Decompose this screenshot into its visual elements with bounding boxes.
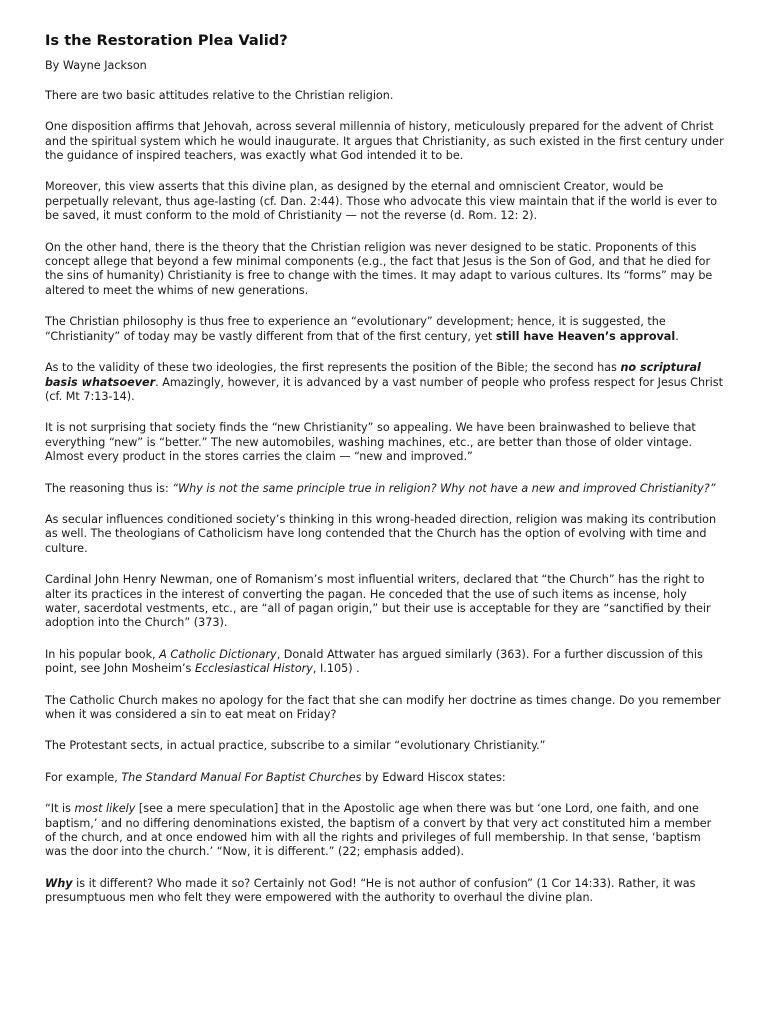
paragraph-6-bold-italic: no scriptural basis whatsoever <box>45 361 701 389</box>
paragraph-12: The Catholic Church makes no apology for the fact that she can modify her doctrine as times change. Do you remember when it was considered a sin to eat meat on Friday? <box>45 693 721 721</box>
paragraph-15 <box>45 802 725 860</box>
paragraph-14-end: by Edward Hiscox states: <box>361 770 506 784</box>
paragraph-8-text: The reasoning thus is: <box>45 481 173 495</box>
paragraph-11 <box>45 648 725 677</box>
book-title-ecclesiastical-history: Ecclesiastical History <box>194 662 313 676</box>
paragraph-16-text: is it different? Who made it so? Certainly not God! “He is not author of confusion” (1 Cor 14:33). Rather, it was presumptuous men who felt they were empowered with the authority to overhaul the divine plan. <box>45 876 696 905</box>
paragraph-6-end: . Amazingly, however, it is advanced by a vast number of people who profess respect for Jesus Christ (cf. Mt 7:13-14). <box>45 375 723 403</box>
paragraph-4: On the other hand, there is the theory that the Christian religion was never designed to be static. Proponents of this concept allege that beyond a few minimal components (e.g., the fact that Jesus is the Son of God, and that he died for the sins of humanity) Christianity is free to change with the times. It may adapt to various cultures. Its “forms” may be altered to meet the whims of new generations. <box>45 240 713 297</box>
paragraph-15-italic: most likely <box>74 802 136 816</box>
paragraph-5 <box>45 315 725 344</box>
paragraph-11-end: , I.105) . <box>312 662 360 676</box>
book-title-catholic-dictionary: A Catholic Dictionary <box>159 647 277 661</box>
paragraph-7: It is not surprising that society finds the “new Christianity” so appealing. We have been brainwashed to believe that everything “new” is “better.” The new automobiles, washing machines, etc., are better than those of older vintage. Almost every product in the stores carries the claim — “new and improved.” <box>45 421 696 464</box>
paragraph-14-text: For example, <box>45 770 122 784</box>
paragraph-8 <box>45 482 725 496</box>
paragraph-15-end: [see a mere speculation] that in the Apostolic age when there was but ‘one Lord, one faith, and one baptism,’ and no differing denominations existed, the baptism of a convert by that very act constituted him a member of the church, and at once endowed him with all the rights and privileges of full membership. In that sense, ‘baptism was the door into the church.’ “Now, it is different.” (22; emphasis added). <box>45 802 712 859</box>
paragraph-13: The Protestant sects, in actual practice, subscribe to a similar “evolutionary Christianity.” <box>45 739 546 753</box>
paragraph-10: Cardinal John Henry Newman, one of Romanism’s most influential writers, declared that “the Church” has the right to alter its practices in the interest of converting the pagan. He conceded that the use of such items as incense, holy water, sacerdotal vestments, etc., are “all of pagan origin,” but their use is acceptable for they are “sanctified by their adoption into the Church” (373). <box>45 573 711 630</box>
paragraph-1: There are two basic attitudes relative to the Christian religion. <box>45 88 394 102</box>
paragraph-2: One disposition affirms that Jehovah, across several millennia of history, meticulously prepared for the advent of Christ and the spiritual system which he would inaugurate. It argues that Christianity, as such existed in the first century under the guidance of inspired teachers, was exactly what God intended it to be. <box>45 120 724 163</box>
paragraph-16 <box>45 877 725 906</box>
paragraph-14 <box>45 771 725 785</box>
paragraph-5-bold: still have Heaven’s approval <box>495 329 676 343</box>
page-title: Is the Restoration Plea Valid? <box>45 32 288 49</box>
paragraph-9: As secular influences conditioned society’s thinking in this wrong-headed direction, religion was making its contribution as well. The theologians of Catholicism have long contended that the Church has the option of evolving with time and culture. <box>45 512 717 555</box>
paragraph-11-text: In his popular book, <box>45 647 160 661</box>
paragraph-16-bold-italic: Why <box>45 876 73 890</box>
book-title-baptist-manual: The Standard Manual For Baptist Churches <box>121 770 362 784</box>
paragraph-15-text: “It is <box>45 802 75 816</box>
document-page <box>45 34 725 923</box>
paragraph-5-end: . <box>675 329 679 343</box>
paragraph-6 <box>45 361 725 404</box>
paragraph-3: Moreover, this view asserts that this divine plan, as designed by the eternal and omniscient Creator, would be perpetually relevant, thus age-lasting (cf. Dan. 2:44). Those who advocate this view maintain that if the world is ever to be saved, it must conform to the mold of Christianity — not the reverse (d. Rom. 12: 2). <box>45 180 718 223</box>
paragraph-11-mid: , Donald Attwater has argued similarly (363). For a further discussion of this point, see John Mosheim’s <box>45 647 703 676</box>
byline: By Wayne Jackson <box>45 59 147 73</box>
paragraph-5-text: The Christian philosophy is thus free to experience an “evolutionary” development; hence, it is suggested, the “Christianity” of today may be vastly different from that of the first century, yet <box>45 315 666 343</box>
paragraph-6-text: As to the validity of these two ideologies, the first represents the position of the Bible; the second has <box>45 361 621 375</box>
paragraph-8-italic-quote: “Why is not the same principle true in religion? Why not have a new and improved Christianity?” <box>172 481 716 495</box>
